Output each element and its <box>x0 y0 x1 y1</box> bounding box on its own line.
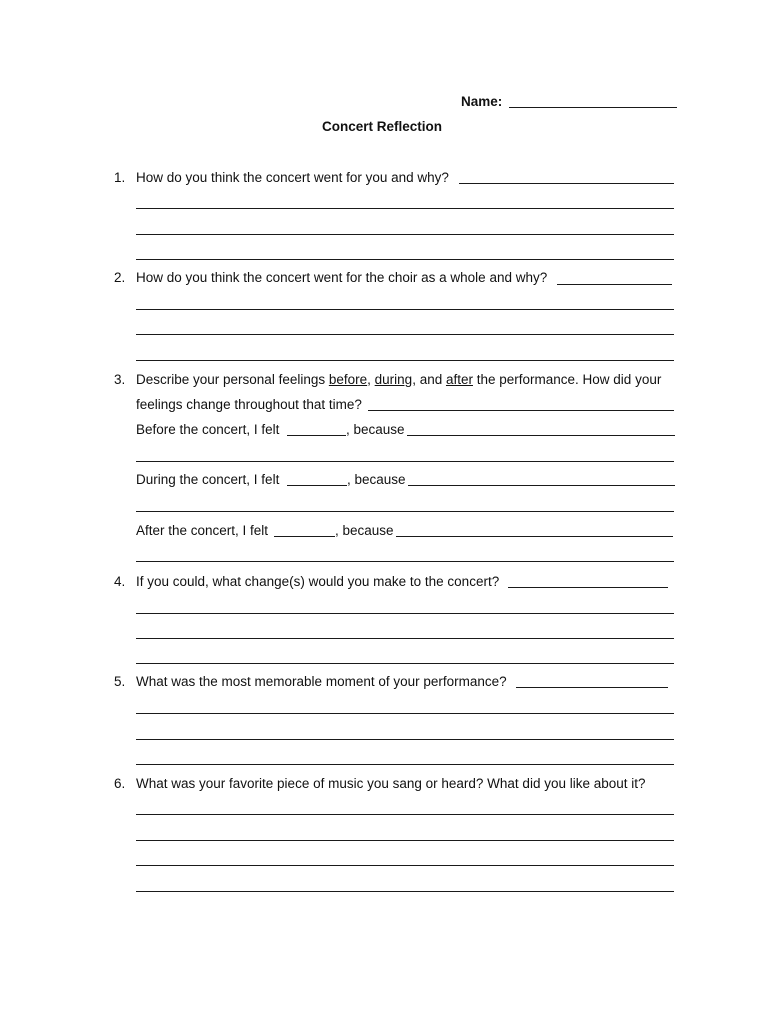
q3-during-reason-blank[interactable] <box>408 485 675 486</box>
q6-answer-line[interactable] <box>136 865 674 866</box>
q5-inline-blank[interactable] <box>516 687 668 688</box>
q4-text: If you could, what change(s) would you make to the concert? <box>136 574 500 589</box>
q5-text: What was the most memorable moment of your performance? <box>136 674 507 689</box>
q6-answer-line[interactable] <box>136 891 674 892</box>
q4-answer-line[interactable] <box>136 663 674 664</box>
q1-answer-line[interactable] <box>136 234 674 235</box>
q3-because-label: , because <box>346 422 405 437</box>
name-label: Name: <box>461 94 503 109</box>
q3-answer-line[interactable] <box>136 461 674 462</box>
q3-text-part: the performance. How did your <box>472 372 662 387</box>
q6-text: What was your favorite piece of music you sang or heard? What did you like about it? <box>136 776 646 791</box>
q6-answer-line[interactable] <box>136 840 674 841</box>
q2-answer-line[interactable] <box>136 309 674 310</box>
q3-text-part: , and <box>412 372 446 387</box>
q2-number: 2. <box>114 270 126 285</box>
q3-answer-line[interactable] <box>136 511 674 512</box>
q2-answer-line[interactable] <box>136 360 674 361</box>
q3-inline-blank[interactable] <box>368 410 674 411</box>
q3-text-line1 <box>136 372 661 388</box>
q3-word-during: during <box>374 372 413 387</box>
q2-answer-line[interactable] <box>136 334 674 335</box>
worksheet-title: Concert Reflection <box>322 119 443 134</box>
q3-during-feeling-blank[interactable] <box>287 485 347 486</box>
q3-text-line2: feelings change throughout that time? <box>136 397 362 412</box>
q3-text-part: , <box>367 372 375 387</box>
q4-number: 4. <box>114 574 126 589</box>
name-blank[interactable] <box>509 107 677 108</box>
q2-inline-blank[interactable] <box>557 284 672 285</box>
q3-after-feeling-blank[interactable] <box>274 536 335 537</box>
q1-answer-line[interactable] <box>136 259 674 260</box>
q3-before-feeling-blank[interactable] <box>287 435 346 436</box>
q1-text: How do you think the concert went for you and why? <box>136 170 449 185</box>
q3-because-label: , because <box>347 472 406 487</box>
q3-word-before: before <box>328 372 368 387</box>
q4-answer-line[interactable] <box>136 613 674 614</box>
q5-number: 5. <box>114 674 126 689</box>
q1-inline-blank[interactable] <box>459 183 674 184</box>
q5-answer-line[interactable] <box>136 713 674 714</box>
q5-answer-line[interactable] <box>136 764 674 765</box>
q6-number: 6. <box>114 776 126 791</box>
q1-answer-line[interactable] <box>136 208 674 209</box>
q3-before-felt-label: Before the concert, I felt <box>136 422 280 437</box>
q3-answer-line[interactable] <box>136 561 674 562</box>
q4-answer-line[interactable] <box>136 638 674 639</box>
q3-word-after: after <box>445 372 473 387</box>
q1-number: 1. <box>114 170 126 185</box>
q3-before-reason-blank[interactable] <box>407 435 675 436</box>
q5-answer-line[interactable] <box>136 739 674 740</box>
q3-text-part: Describe your personal feelings <box>136 372 329 387</box>
q4-inline-blank[interactable] <box>508 587 668 588</box>
q2-text: How do you think the concert went for the choir as a whole and why? <box>136 270 548 285</box>
q3-because-label: , because <box>335 523 394 538</box>
q6-answer-line[interactable] <box>136 814 674 815</box>
q3-after-felt-label: After the concert, I felt <box>136 523 269 538</box>
q3-number: 3. <box>114 372 126 387</box>
q3-after-reason-blank[interactable] <box>396 536 673 537</box>
q3-during-felt-label: During the concert, I felt <box>136 472 280 487</box>
